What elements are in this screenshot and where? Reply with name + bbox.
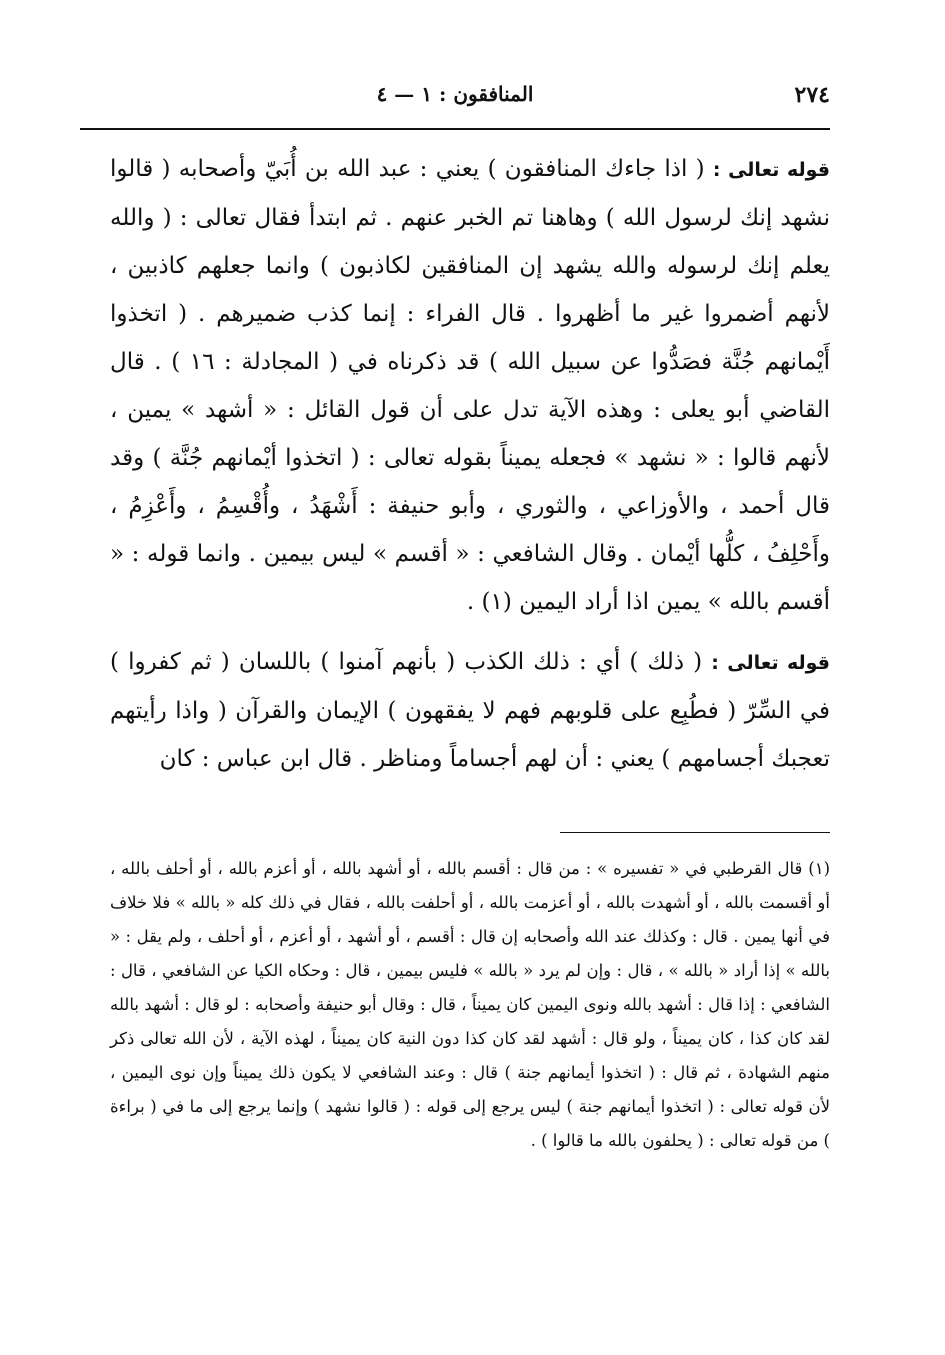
- page-number: ٢٧٤: [794, 82, 830, 108]
- paragraph-text: ( ذلك ) أي : ذلك الكذب ( بأنهم آمنوا ) باللسان ( ثم كفروا ) في السِّرّ ( فطُبِع على قلوبهم فهم لا يفقهون ) الإيمان والقرآن ( واذا رأيتهم تعجبك أجسامهم ) يعني : أن لهم أجساماً ومناظر . قال ابن عباس : كان: [110, 649, 830, 772]
- footnote-text: (١) قال القرطبي في « تفسيره » : من قال : أقسم بالله ، أو أشهد بالله ، أو أعزم بالله ، أو أحلف بالله ، أو أقسمت بالله ، أو أشهدت بالله ، أو أعزمت بالله ، أو أحلفت بالله ، فقال في ذلك كله « بالله » فلا خلاف في أنها يمين . قال : وكذلك عند الله وأصحابه إن قال : أقسم ، أو أشهد ، أو أعزم ، أو أحلف ، ولم يقل : « بالله » إذا أراد « بالله » ، قال : وإن لم يرد « بالله » فليس بيمين ، قال : وحكاه الكيا عن الشافعي ، قال : الشافعي : إذا قال : أشهد بالله ونوى اليمين كان يميناً ، قال : وقال أبو حنيفة وأصحابه : لو قال : أشهد بالله لقد كان كذا ، كان يميناً ، ولو قال : أشهد لقد كان كذا دون النية كان يميناً ، لهذه الآية ، لأن الله تعالى ذكر منهم الشهادة ، ثم قال : ( اتخذوا أيمانهم جنة ) قال : وعند الشافعي لا يكون ذلك يميناً وإن نوى اليمين ، لأن قوله تعالى : ( اتخذوا أيمانهم جنة ) ليس يرجع إلى قوله : ( قالوا نشهد ) وإنما يرجع إلى ما في ( براءة ) من قوله تعالى : ( يحلفون بالله ما قالوا ) .: [110, 859, 830, 1150]
- verse-lead: قوله تعالى :: [711, 652, 830, 674]
- verse-lead: قوله تعالى :: [712, 159, 831, 181]
- paragraph-text: ( اذا جاءك المنافقون ) يعني : عبد الله بن أُبَيّ وأصحابه ( قالوا نشهد إنك لرسول الله ) وهاهنا تم الخبر عنهم . ثم ابتدأ فقال تعالى : ( والله يعلم إنك لرسوله والله يشهد إن المنافقين لكاذبون ) وانما جعلهم كاذبين ، لأنهم أضمروا غير ما أظهروا . قال الفراء : إنما كذب ضميرهم . ( اتخذوا أَيْمانهم جُنَّة فصَدُّوا عن سبيل الله ) قد ذكرناه في ( المجادلة : ١٦ ) . قال القاضي أبو يعلى : وهذه الآية تدل على أن قول القائل : « أشهد » يمين ، لأنهم قالوا : « نشهد » فجعله يميناً بقوله تعالى : ( اتخذوا أيْمانهم جُنَّة ) وقد قال أحمد ، والأوزاعي ، والثوري ، وأبو حنيفة : أَشْهَدُ ، وأُقْسِمُ ، وأَعْزِمُ ، وأَحْلِفُ ، كلُّها أيْمان . وقال الشافعي : « أقسم » ليس بيمين . وانما قوله : « أقسم بالله » يمين اذا أراد اليمين (١) .: [110, 156, 830, 615]
- footnote: [110, 852, 830, 1158]
- commentary-paragraph: [110, 145, 830, 626]
- main-text: [110, 145, 830, 783]
- header-rule: [80, 128, 830, 130]
- running-title: المنافقون : ١ — ٤: [376, 82, 534, 106]
- page-header: [80, 82, 830, 122]
- commentary-paragraph: [110, 638, 830, 783]
- footnote-rule: [560, 832, 830, 833]
